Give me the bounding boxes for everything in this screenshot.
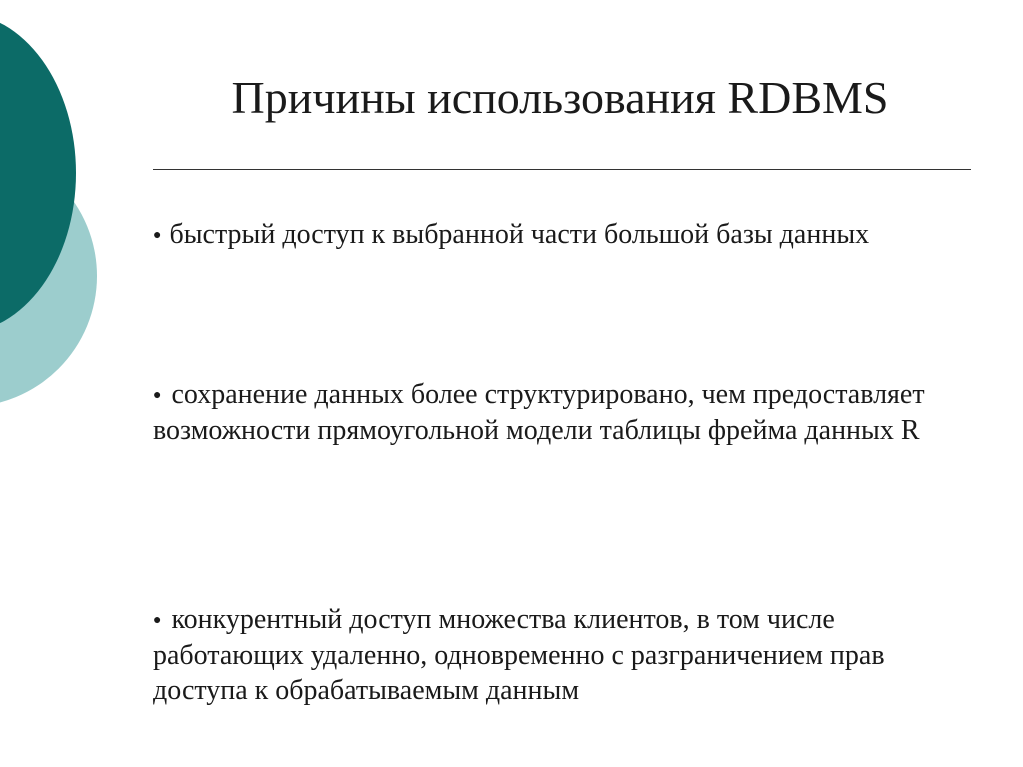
bullet-text: конкурентный доступ множества клиентов, в том числе работающих удаленно, одновременно с разграничением прав доступа к обрабатываемым данным [153, 604, 885, 706]
bullet-item [153, 602, 968, 708]
bullet-dot-icon: ● [153, 228, 162, 243]
bullet-dot-icon: ● [153, 613, 162, 628]
bullet-item [153, 217, 968, 253]
slide-title: Причины использования RDBMS [231, 72, 889, 123]
title-divider [153, 169, 971, 170]
bullet-dot-icon: ● [153, 388, 162, 403]
bullet-text: сохранение данных более структурировано, чем предоставляет возможности прямоугольной модели таблицы фрейма данных R [153, 379, 925, 446]
bullet-item [153, 377, 968, 448]
bullet-text: быстрый доступ к выбранной части большой базы данных [169, 219, 870, 250]
